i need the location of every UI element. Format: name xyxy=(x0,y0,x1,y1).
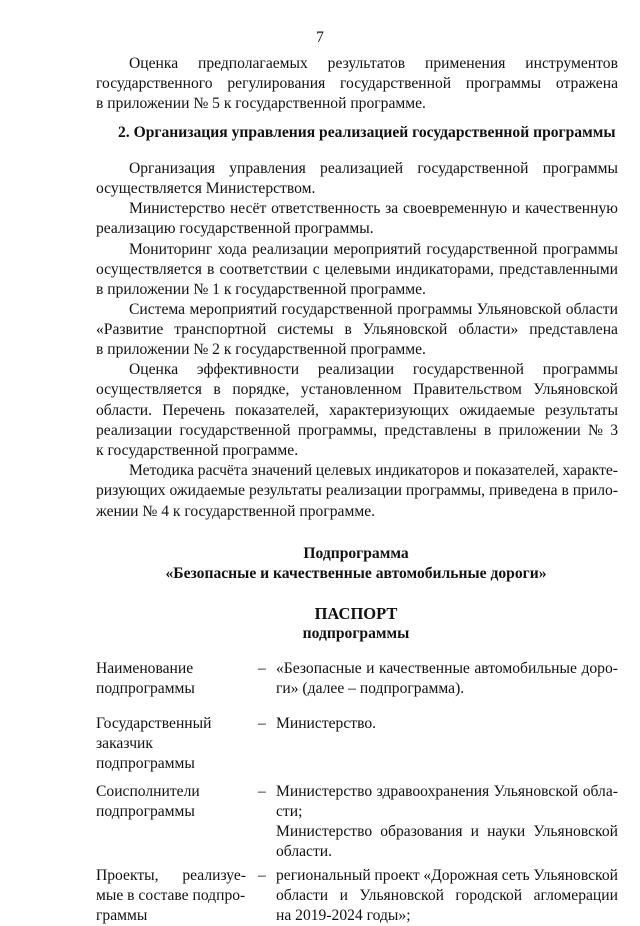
body-line xyxy=(129,240,618,260)
word: «Безопасные xyxy=(276,660,362,677)
passport-value xyxy=(276,782,618,802)
passport-value: Министерство. xyxy=(276,715,377,732)
word: Ульяновской xyxy=(493,783,579,800)
word: значений xyxy=(251,462,313,479)
passport-label: Соисполнители xyxy=(96,783,200,800)
word: представлены xyxy=(384,422,477,439)
word: автомобильные xyxy=(474,660,577,677)
word: 3 xyxy=(610,422,618,439)
word: Ульяновской xyxy=(533,381,618,398)
word: и xyxy=(511,200,521,217)
word: мероприятий xyxy=(189,301,278,318)
word: характе- xyxy=(562,462,618,479)
word: Оценка xyxy=(129,55,179,72)
word: обла- xyxy=(582,783,618,800)
word: реализации xyxy=(252,241,329,258)
word: регулирования xyxy=(227,75,326,92)
word: мероприятий xyxy=(333,241,422,258)
body-line xyxy=(129,461,618,481)
passport-label: мые в составе подпро- xyxy=(96,887,246,904)
word: и xyxy=(366,660,375,677)
word: программы, xyxy=(405,482,486,499)
passport-label: заказчик xyxy=(96,735,153,752)
passport-subtitle: подпрограммы xyxy=(302,625,410,642)
word: «Развитие xyxy=(96,321,164,338)
intro-line-2 xyxy=(96,74,618,94)
word: Правительством xyxy=(413,381,522,398)
word: порядке, xyxy=(232,381,290,398)
word: представленными xyxy=(499,261,618,278)
word: № xyxy=(588,422,603,439)
word: реализации xyxy=(325,482,403,499)
word: показателей, xyxy=(235,402,319,419)
word: государственной xyxy=(426,241,538,258)
word: целевыми xyxy=(324,261,391,278)
subprogram-name: «Безопасные и качественные автомобильные дороги» xyxy=(165,565,547,582)
word: Система xyxy=(129,301,186,318)
body-line xyxy=(129,300,618,320)
word: программы, xyxy=(297,422,378,439)
word: ответственность xyxy=(271,200,381,217)
word: Ульяновской xyxy=(533,867,618,884)
word: Мониторинг xyxy=(129,241,213,258)
word: ожидаемые xyxy=(169,482,246,499)
word: государственной xyxy=(417,160,529,177)
word: за xyxy=(385,200,399,217)
word: показателей, xyxy=(475,462,559,479)
word: Министерство xyxy=(276,823,373,840)
word: региональный xyxy=(276,867,371,884)
word: Методика xyxy=(129,462,195,479)
word: Организация xyxy=(129,160,216,177)
passport-dash: – xyxy=(258,783,266,800)
word: проект xyxy=(374,867,420,884)
word: результаты xyxy=(248,482,322,499)
word: Перечень xyxy=(162,402,225,419)
body-line xyxy=(96,421,618,441)
word: области. xyxy=(96,402,153,419)
word: Министерство xyxy=(276,783,373,800)
passport-value: ги» (далее – подпрограмма). xyxy=(276,680,465,697)
word: в xyxy=(561,482,569,499)
passport-dash: – xyxy=(258,660,266,677)
word: в xyxy=(344,321,352,338)
word: программы xyxy=(542,241,618,258)
word: своевременную xyxy=(403,200,508,217)
word: Ульяновской xyxy=(533,823,618,840)
word: реализации xyxy=(96,422,173,439)
word: «Дорожная xyxy=(423,867,499,884)
word: результатов xyxy=(327,55,406,72)
word: соответствии xyxy=(219,261,308,278)
word: характеризующих xyxy=(329,402,450,419)
passport-value: области. xyxy=(276,843,333,860)
passport-label: подпрограммы xyxy=(96,680,195,697)
word: приложении xyxy=(498,422,581,439)
passport-label: Наименование xyxy=(96,660,194,677)
word: качественные xyxy=(379,660,470,677)
body-line: к государственной программе. xyxy=(96,442,299,459)
body-line xyxy=(129,199,618,219)
word: Ульяновской xyxy=(359,887,444,904)
word: области xyxy=(565,301,618,318)
body-line: жении № 4 к государственной программе. xyxy=(96,503,376,520)
word: городской xyxy=(455,887,523,904)
word: в xyxy=(483,422,492,439)
word: доро- xyxy=(581,660,618,677)
word: приведена xyxy=(488,482,558,499)
word: государственной xyxy=(340,75,452,92)
word: целевых xyxy=(315,462,372,479)
passport-value: сти; xyxy=(276,803,303,820)
word: инструментов xyxy=(525,55,618,72)
word: осуществляется xyxy=(96,381,202,398)
body-line: реализацию государственной программы. xyxy=(96,220,374,237)
word: программы xyxy=(397,301,473,318)
word: управления xyxy=(229,160,306,177)
passport-label: подпрограммы xyxy=(96,803,195,820)
word: области» xyxy=(458,321,519,338)
word: Министерство xyxy=(129,200,226,217)
word: государственной xyxy=(179,422,291,439)
word: реализации xyxy=(317,361,395,378)
body-line: в приложении № 2 к государственной программе. xyxy=(96,341,426,358)
word: программы xyxy=(542,160,618,177)
body-line xyxy=(96,260,618,280)
body-line xyxy=(129,159,618,179)
passport-label xyxy=(96,866,246,886)
subprogram-title: Подпрограмма xyxy=(303,545,409,562)
word: государственной xyxy=(412,361,524,378)
word: программы xyxy=(542,361,618,378)
intro-line-3: в приложении № 5 к государственной программе. xyxy=(96,95,426,112)
page-number: 7 xyxy=(316,29,324,46)
word: индикаторов xyxy=(375,462,460,479)
word: в xyxy=(213,381,221,398)
word: прило- xyxy=(572,482,618,499)
word: предполагаемых xyxy=(198,55,308,72)
passport-value: на 2019-2024 годы»; xyxy=(276,907,411,924)
body-line: в приложении № 1 к государственной программе. xyxy=(96,281,426,298)
passport-value xyxy=(276,886,618,906)
word: здравоохранения xyxy=(376,783,490,800)
word: индикаторами, xyxy=(395,261,494,278)
word: реализуе- xyxy=(182,867,246,884)
word: Ульяновской xyxy=(476,301,562,318)
word: и xyxy=(462,462,472,479)
word: и xyxy=(339,887,348,904)
passport-label: Государственный xyxy=(96,715,212,732)
passport-value xyxy=(276,866,618,886)
body-line: осуществляется Министерством. xyxy=(96,180,316,197)
word: агломерации xyxy=(533,887,618,904)
word: области xyxy=(276,887,329,904)
word: установленном xyxy=(300,381,402,398)
passport-value xyxy=(276,659,618,679)
word: результаты xyxy=(544,402,618,419)
section-heading: 2. Организация управления реализацией государственной программы xyxy=(118,124,616,141)
passport-label: граммы xyxy=(96,907,148,924)
word: сеть xyxy=(501,867,530,884)
body-line xyxy=(129,360,618,380)
word: системы xyxy=(277,321,334,338)
word: науки xyxy=(487,823,526,840)
word: осуществляется xyxy=(96,261,202,278)
word: Оценка xyxy=(129,361,179,378)
body-line xyxy=(96,401,618,421)
word: программы xyxy=(465,75,542,92)
word: образования xyxy=(380,823,463,840)
body-line xyxy=(96,320,618,340)
passport-value xyxy=(276,822,618,842)
word: отражена xyxy=(555,75,618,92)
word: эффективности xyxy=(196,361,300,378)
word: государственной xyxy=(281,301,393,318)
word: реализацией xyxy=(320,160,404,177)
intro-line-1 xyxy=(129,54,618,74)
word: с xyxy=(312,261,320,278)
word: в xyxy=(207,261,215,278)
passport-dash: – xyxy=(258,715,266,732)
word: ризующих xyxy=(96,482,166,499)
body-line xyxy=(96,481,618,501)
word: и xyxy=(470,823,479,840)
passport-title: ПАСПОРТ xyxy=(314,604,398,623)
word: транспортной xyxy=(174,321,267,338)
word: применения xyxy=(424,55,506,72)
body-line xyxy=(96,380,618,400)
word: представлена xyxy=(529,321,618,338)
word: расчёта xyxy=(197,462,248,479)
word: ожидаемые xyxy=(459,402,535,419)
word: качественную xyxy=(525,200,618,217)
passport-label: подпрограммы xyxy=(96,755,195,772)
word: Проекты, xyxy=(96,867,159,884)
word: несёт xyxy=(229,200,267,217)
passport-dash: – xyxy=(258,867,266,884)
word: Ульяновской xyxy=(362,321,448,338)
word: государственного xyxy=(96,75,213,92)
word: хода xyxy=(217,241,247,258)
